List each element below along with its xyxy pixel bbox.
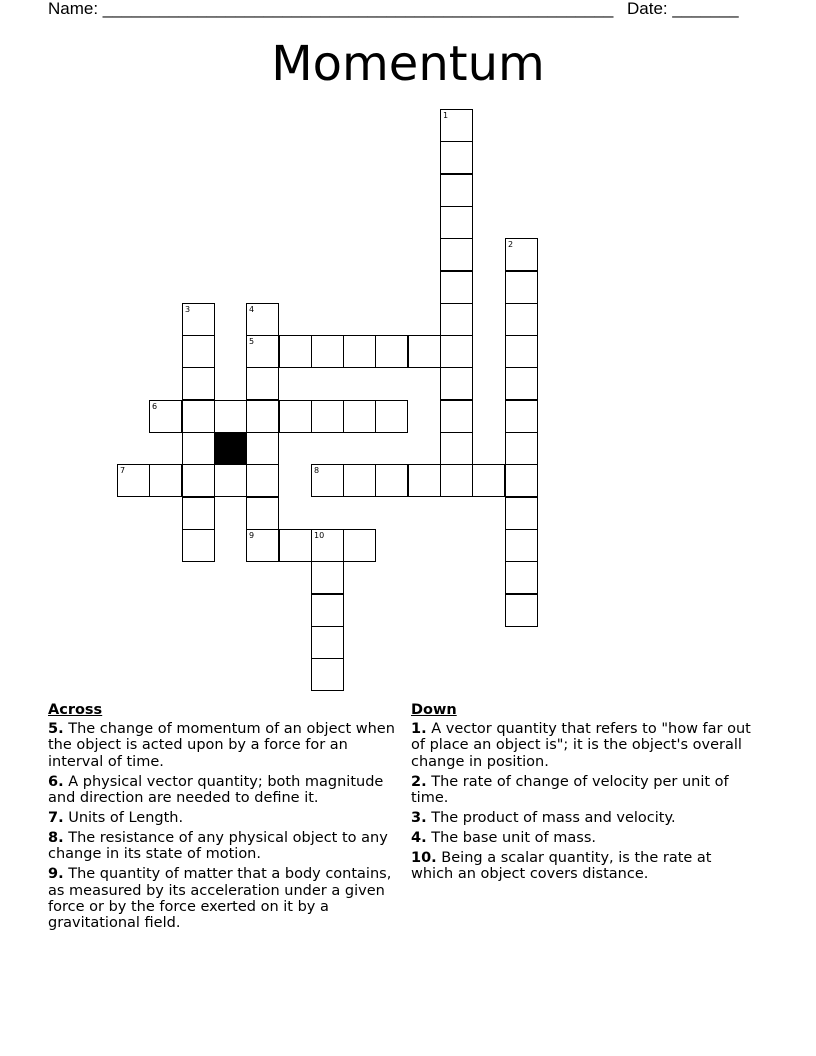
clue-number-label: 6 <box>152 402 158 411</box>
crossword-cell[interactable] <box>182 400 215 433</box>
crossword-cell[interactable] <box>246 335 279 368</box>
clue-number-label: 3 <box>185 305 191 314</box>
crossword-cell[interactable] <box>246 464 279 497</box>
clue-number-label: 8 <box>314 466 320 475</box>
crossword-cell[interactable] <box>246 367 279 400</box>
crossword-cell[interactable] <box>214 400 247 433</box>
crossword-cell[interactable] <box>246 400 279 433</box>
crossword-cell[interactable] <box>182 497 215 530</box>
page-title: Momentum <box>271 36 545 92</box>
crossword-cell[interactable] <box>505 335 538 368</box>
crossword-cell[interactable] <box>440 141 473 174</box>
crossword-cell[interactable] <box>440 271 473 304</box>
across-heading: Across <box>48 702 103 718</box>
crossword-cell[interactable] <box>311 658 344 691</box>
crossword-cell[interactable] <box>505 561 538 594</box>
crossword-cell[interactable] <box>311 400 344 433</box>
crossword-cell[interactable] <box>440 367 473 400</box>
crossword-cell[interactable] <box>440 335 473 368</box>
crossword-cell[interactable] <box>182 303 215 336</box>
crossword-cell[interactable] <box>440 238 473 271</box>
clue-number-label: 1 <box>443 111 449 120</box>
crossword-cell[interactable] <box>375 335 408 368</box>
down-clues <box>411 702 756 886</box>
crossword-cell[interactable] <box>440 464 473 497</box>
crossword-cell[interactable] <box>472 464 505 497</box>
date-field-label: Date: _______ <box>627 0 739 18</box>
crossword-cell[interactable] <box>505 303 538 336</box>
crossword-cell[interactable] <box>505 400 538 433</box>
crossword-cell[interactable] <box>182 335 215 368</box>
crossword-cell[interactable] <box>246 529 279 562</box>
crossword-cell[interactable] <box>311 529 344 562</box>
crossword-cell[interactable] <box>311 335 344 368</box>
name-field-label: Name: ______________________________________________________ <box>48 0 614 18</box>
crossword-cell[interactable] <box>279 529 312 562</box>
crossword-black-cell <box>214 432 247 465</box>
clue-across-7: 7. Units of Length. <box>48 810 184 827</box>
crossword-cell[interactable] <box>343 400 376 433</box>
crossword-cell[interactable] <box>182 367 215 400</box>
crossword-cell[interactable] <box>149 464 182 497</box>
crossword-cell[interactable] <box>149 400 182 433</box>
crossword-cell[interactable] <box>505 367 538 400</box>
crossword-cell[interactable] <box>182 432 215 465</box>
crossword-cell[interactable] <box>214 464 247 497</box>
crossword-cell[interactable] <box>408 335 441 368</box>
crossword-cell[interactable] <box>311 626 344 659</box>
clue-down-2: 2. The rate of change of velocity per unit of time. <box>411 773 729 807</box>
crossword-cell[interactable] <box>375 464 408 497</box>
clue-number-label: 9 <box>249 531 255 540</box>
crossword-cell[interactable] <box>505 271 538 304</box>
down-heading: Down <box>411 702 457 718</box>
crossword-cell[interactable] <box>117 464 150 497</box>
clue-down-3: 3. The product of mass and velocity. <box>411 810 676 827</box>
clue-number-label: 5 <box>249 337 255 346</box>
crossword-cell[interactable] <box>505 594 538 627</box>
clue-down-4: 4. The base unit of mass. <box>411 829 596 846</box>
crossword-cell[interactable] <box>440 206 473 239</box>
crossword-cell[interactable] <box>343 464 376 497</box>
clue-across-5: 5. The change of momentum of an object when the object is acted upon by a force for an interval of time. <box>48 721 395 770</box>
crossword-cell[interactable] <box>311 594 344 627</box>
crossword-cell[interactable] <box>279 335 312 368</box>
clue-number-label: 7 <box>120 466 126 475</box>
crossword-cell[interactable] <box>505 464 538 497</box>
crossword-cell[interactable] <box>505 432 538 465</box>
clue-across-6: 6. A physical vector quantity; both magnitude and direction are needed to define it. <box>48 773 384 807</box>
crossword-cell[interactable] <box>505 238 538 271</box>
clue-down-10: 10. Being a scalar quantity, is the rate at which an object covers distance. <box>411 849 712 883</box>
crossword-cell[interactable] <box>343 335 376 368</box>
crossword-cell[interactable] <box>440 432 473 465</box>
crossword-cell[interactable] <box>311 561 344 594</box>
clue-across-8: 8. The resistance of any physical object to any change in its state of motion. <box>48 829 388 863</box>
crossword-cell[interactable] <box>246 432 279 465</box>
crossword-cell[interactable] <box>246 497 279 530</box>
crossword-cell[interactable] <box>440 303 473 336</box>
crossword-cell[interactable] <box>440 400 473 433</box>
clue-number-label: 10 <box>314 531 325 540</box>
crossword-cell[interactable] <box>375 400 408 433</box>
crossword-cell[interactable] <box>440 109 473 142</box>
clue-across-9: 9. The quantity of matter that a body contains, as measured by its acceleration under a given force or by the force exerted on it by a gravitational field. <box>48 866 392 932</box>
crossword-cell[interactable] <box>311 464 344 497</box>
clue-down-1: 1. A vector quantity that refers to "how far out of place an object is"; it is the object's overall change in position. <box>411 721 751 770</box>
crossword-cell[interactable] <box>505 497 538 530</box>
crossword-cell[interactable] <box>343 529 376 562</box>
crossword-cell[interactable] <box>182 529 215 562</box>
clue-number-label: 2 <box>508 240 514 249</box>
clue-number-label: 4 <box>249 305 255 314</box>
crossword-cell[interactable] <box>182 464 215 497</box>
crossword-cell[interactable] <box>408 464 441 497</box>
crossword-cell[interactable] <box>440 174 473 207</box>
across-clues <box>48 702 403 935</box>
crossword-cell[interactable] <box>279 400 312 433</box>
crossword-cell[interactable] <box>505 529 538 562</box>
crossword-cell[interactable] <box>246 303 279 336</box>
